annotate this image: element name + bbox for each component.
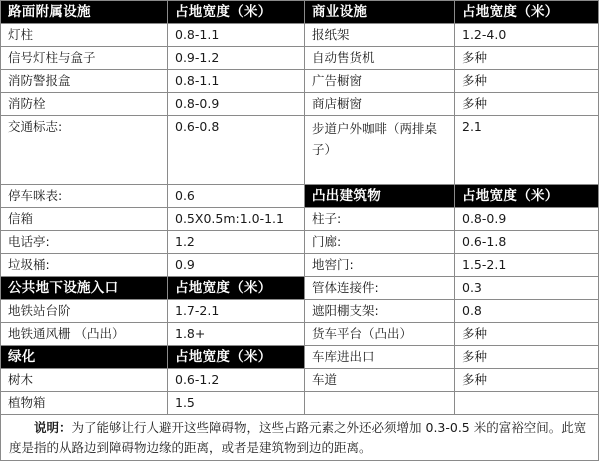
cell-value: 0.9-1.2 bbox=[168, 47, 305, 70]
cell-value: 0.6-0.8 bbox=[168, 116, 305, 185]
cell-label-text: 垃圾桶 bbox=[8, 257, 46, 272]
table-row bbox=[1, 208, 599, 231]
cell-label: 消防警报盒 bbox=[1, 70, 168, 93]
table-row bbox=[1, 1, 599, 24]
cell-value: 0.6 bbox=[168, 185, 305, 208]
table-row bbox=[1, 70, 599, 93]
cell-label-text: 柱子 bbox=[312, 211, 338, 226]
table-row bbox=[1, 231, 599, 254]
cell-value: 多种 bbox=[455, 47, 599, 70]
cell-value: 1.2 bbox=[168, 231, 305, 254]
cell-label-text: 地窖门 bbox=[312, 257, 350, 272]
cell-label: 步道户外咖啡（两排桌子） bbox=[305, 116, 455, 185]
cell-label: 货车平台（凸出） bbox=[305, 323, 455, 346]
cell-label: 停车咪表: bbox=[1, 185, 168, 208]
cell-value: 0.3 bbox=[455, 277, 599, 300]
cell-label: 电话亭: bbox=[1, 231, 168, 254]
table-row bbox=[1, 323, 599, 346]
cell-label: 地铁通风栅 （凸出） bbox=[1, 323, 168, 346]
cell-value: 多种 bbox=[455, 346, 599, 369]
cell-value: 0.8-0.9 bbox=[455, 208, 599, 231]
cell-value: 1.5 bbox=[168, 392, 305, 415]
table-row bbox=[1, 24, 599, 47]
table-row bbox=[1, 369, 599, 392]
commercial-header-width: 占地宽度（米） bbox=[455, 1, 599, 24]
commercial-header-label: 商业设施 bbox=[305, 1, 455, 24]
note-label: 说明： bbox=[34, 420, 72, 435]
cell-label: 交通标志: bbox=[1, 116, 168, 185]
underground-header-label: 公共地下设施入口 bbox=[1, 277, 168, 300]
cell-label-text: 交通标志 bbox=[8, 119, 59, 134]
cell-value: 1.2-4.0 bbox=[455, 24, 599, 47]
cell-label: 自动售货机 bbox=[305, 47, 455, 70]
cell-label: 遮阳棚支架: bbox=[305, 300, 455, 323]
cell-label: 报纸架 bbox=[305, 24, 455, 47]
cell-label-text: 门廊 bbox=[312, 234, 338, 249]
note-body: 为了能够让行人避开这些障碍物，这些占路元素之外还必须增加 0.3-0.5 米的富裕空间。此宽度是指的从路边到障碍物边缘的距离，或者是建筑物到边的距离。 bbox=[9, 420, 587, 455]
cell-label: 信号灯柱与盒子 bbox=[1, 47, 168, 70]
cell-value: 1.8+ bbox=[168, 323, 305, 346]
table-row bbox=[1, 93, 599, 116]
cell-value: 0.8-0.9 bbox=[168, 93, 305, 116]
cell-value: 1.7-2.1 bbox=[168, 300, 305, 323]
cell-label-text: 停车咪表 bbox=[8, 188, 59, 203]
cell-label: 车库进出口 bbox=[305, 346, 455, 369]
cell-label: 树木 bbox=[1, 369, 168, 392]
cell-label: 柱子: bbox=[305, 208, 455, 231]
cell-value: 0.8 bbox=[455, 300, 599, 323]
cell-label: 灯柱 bbox=[1, 24, 168, 47]
table-row bbox=[1, 116, 599, 185]
table-row bbox=[1, 346, 599, 369]
table-row bbox=[1, 392, 599, 415]
table-row bbox=[1, 300, 599, 323]
table-row bbox=[1, 277, 599, 300]
table-row bbox=[1, 254, 599, 277]
cell-label: 垃圾桶: bbox=[1, 254, 168, 277]
cell-label: 管体连接件: bbox=[305, 277, 455, 300]
cell-label-text: 管体连接件 bbox=[312, 280, 375, 295]
cell-label: 车道 bbox=[305, 369, 455, 392]
empty-cell bbox=[305, 392, 455, 415]
greenery-header-label: 绿化 bbox=[1, 346, 168, 369]
cell-value: 多种 bbox=[455, 323, 599, 346]
cell-value: 0.9 bbox=[168, 254, 305, 277]
cell-value: 多种 bbox=[455, 93, 599, 116]
cell-label: 植物箱 bbox=[1, 392, 168, 415]
cell-label: 门廊: bbox=[305, 231, 455, 254]
cell-label: 广告橱窗 bbox=[305, 70, 455, 93]
greenery-header-width: 占地宽度（米） bbox=[168, 346, 305, 369]
cell-label: 信箱 bbox=[1, 208, 168, 231]
cell-value: 多种 bbox=[455, 369, 599, 392]
cell-label: 地窖门: bbox=[305, 254, 455, 277]
cell-label-text: 遮阳棚支架 bbox=[312, 303, 375, 318]
table-row bbox=[1, 47, 599, 70]
note-text bbox=[1, 415, 599, 461]
cell-label: 地铁站台阶 bbox=[1, 300, 168, 323]
note-row bbox=[1, 415, 599, 461]
cell-value: 0.5X0.5m:1.0-1.1 bbox=[168, 208, 305, 231]
cell-value: 2.1 bbox=[455, 116, 599, 185]
protruding-header-width: 占地宽度（米） bbox=[455, 185, 599, 208]
underground-header-width: 占地宽度（米） bbox=[168, 277, 305, 300]
cell-label: 消防栓 bbox=[1, 93, 168, 116]
cell-value: 1.5-2.1 bbox=[455, 254, 599, 277]
cell-value: 0.6-1.8 bbox=[455, 231, 599, 254]
table-row bbox=[1, 185, 599, 208]
cell-label: 商店橱窗 bbox=[305, 93, 455, 116]
cell-label-text: 电话亭 bbox=[8, 234, 46, 249]
cell-value: 0.6-1.2 bbox=[168, 369, 305, 392]
street-furniture-header-width: 占地宽度（米） bbox=[168, 1, 305, 24]
cell-value: 0.8-1.1 bbox=[168, 70, 305, 93]
protruding-header-label: 凸出建筑物 bbox=[305, 185, 455, 208]
cell-value: 多种 bbox=[455, 70, 599, 93]
cell-value: 0.8-1.1 bbox=[168, 24, 305, 47]
street-furniture-header-label: 路面附属设施 bbox=[1, 1, 168, 24]
empty-cell bbox=[455, 392, 599, 415]
